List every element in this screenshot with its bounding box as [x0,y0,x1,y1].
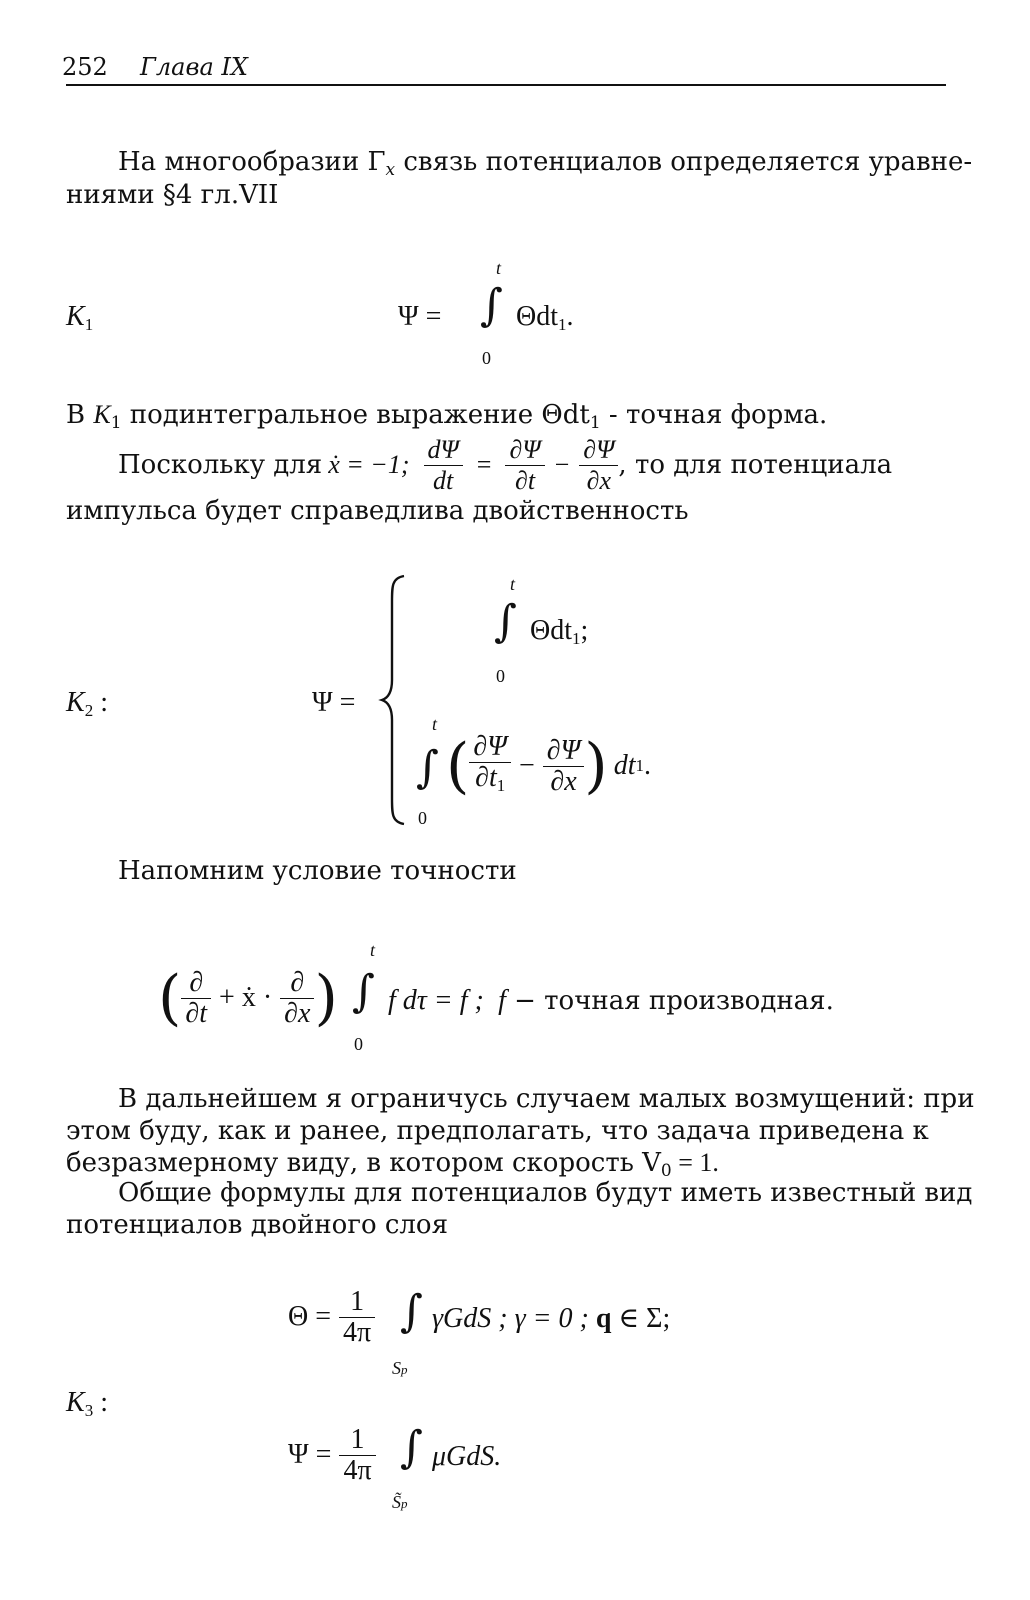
paragraph-2: В $K_1$ подинтегральное выражение Θdt$_1$ - точная форма. [66,400,828,433]
fraction-1-over-4pi: $\frac{1}{4\pi}$ [339,1425,375,1486]
case-1-lower-limit: 0 [496,666,505,686]
integral-sign: ∫ [352,966,375,1017]
paragraph-6-line-2: потенциалов двойного слоя [66,1210,448,1240]
fraction-d-dt: $\frac{\partial}{\partial t}$ [181,968,211,1029]
exactness-lower-limit: 0 [354,1034,363,1054]
exactness-upper-limit: t [370,940,376,960]
paragraph-6-line-1: Общие формулы для потенциалов будут иметь известный вид [118,1178,973,1208]
paragraph-3-line-1: Поскольку для ẋ = −1; $\frac{d\Psi}{dt}$ = $\frac{\partial\Psi}{\partial t}$ − $\frac{\partial\Psi}{\partial x}$ , то для потенциала [118,434,893,495]
equation-label-k2: $K_2$ : [66,687,108,720]
paragraph-3-line-2: импульса будет справедлива двойственность [66,496,689,526]
equation-label-k1: $K_1$ [66,301,94,334]
fraction-d-dx: $\frac{\partial}{\partial x}$ [280,968,314,1029]
paragraph-1-line-1: На многообразии $\Gamma_x$ связь потенциалов определяется уравне- [118,147,973,180]
paragraph-1-line-2: ниями §4 гл.VII [66,180,279,210]
case-1-upper-limit: t [510,574,516,594]
psi-equation: Ψ = $\frac{1}{4\pi}$ [288,1420,376,1490]
equation-label-k3: $K_3$ : [66,1387,108,1420]
curly-brace [378,572,408,828]
paragraph-5-line-2: этом буду, как и ранее, предполагать, что задача приведена к [66,1116,929,1146]
theta-lower-limit: Sp [392,1358,408,1378]
integral-sign: ∫ [400,1286,423,1337]
equation-k1-lhs: Ψ = [398,301,442,332]
integral-sign: ∫ [480,280,503,331]
case-2-upper-limit: t [432,714,438,734]
fraction-ppsi-px: $\frac{\partial\Psi}{\partial x}$ [579,435,618,496]
exactness-rhs: f dτ = f ; f − точная производная. [388,985,834,1016]
fraction-dpsi-dt: $\frac{d\Psi}{dt}$ [424,435,463,496]
theta-rhs: γGdS ; γ = 0 ; q ∈ Σ; [432,1303,671,1334]
equation-k1-lower-limit: 0 [482,348,491,368]
case-2-integrand: ( $\frac{\partial\Psi}{\partial t_1}$ − $\frac{\partial\Psi}{\partial x}$ ) dt 1 . [446,730,651,801]
fraction-ppsi-pt: $\frac{\partial\Psi}{\partial t}$ [505,435,544,496]
integral-sign: ∫ [416,742,439,793]
page-number: 252 [62,53,108,81]
equation-k1-upper-limit: t [496,258,502,278]
paragraph-4: Напомним условие точности [118,856,517,886]
paragraph-5-line-3: безразмерному виду, в котором скорость $V_0 = 1$. [66,1148,719,1181]
integral-sign: ∫ [400,1422,423,1473]
fraction-ppsi-pt1: $\frac{\partial\Psi}{\partial t_1}$ [469,732,511,801]
chapter-title: Глава IX [140,53,248,81]
header-rule [66,84,946,86]
psi-rhs: μGdS. [432,1441,502,1472]
equation-k2-lhs: Ψ = [312,687,356,718]
integral-sign: ∫ [494,596,517,647]
case-1-integrand: Θdt$_1$; [530,615,589,648]
paragraph-5-line-1: В дальнейшем я ограничусь случаем малых возмущений: при [118,1084,975,1114]
theta-equation: Θ = $\frac{1}{4\pi}$ [288,1282,375,1352]
fraction-ppsi-px: $\frac{\partial\Psi}{\partial x}$ [543,736,585,797]
fraction-1-over-4pi: $\frac{1}{4\pi}$ [339,1287,375,1348]
psi-lower-limit: S̃p [392,1492,408,1512]
case-2-lower-limit: 0 [418,808,427,828]
equation-k1-integrand: Θdt$_1$. [516,301,574,334]
exactness-equation: ( $\frac{\partial}{\partial t}$ + ẋ · $\frac{\partial}{\partial x}$ ) [158,963,338,1033]
